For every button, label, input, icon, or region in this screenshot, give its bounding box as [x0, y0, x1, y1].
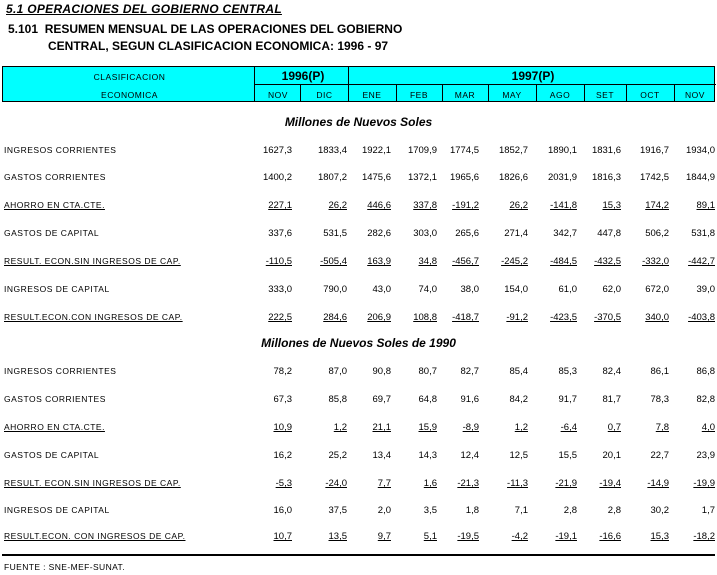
row-value: 82,7: [460, 366, 479, 377]
row-value: 80,7: [418, 366, 437, 377]
row-value: 89,1: [696, 200, 715, 211]
row-value: 85,8: [328, 394, 347, 405]
row-value: 86,1: [650, 366, 669, 377]
row-label: GASTOS CORRIENTES: [4, 172, 106, 182]
row-value: -432,5: [594, 256, 621, 267]
row-value: 1965,6: [449, 172, 479, 183]
header-month: FEB: [409, 90, 429, 100]
row-value: -91,2: [506, 312, 528, 323]
row-value: 340,0: [645, 312, 669, 323]
row-value: 74,0: [418, 284, 437, 295]
row-value: 23,9: [696, 450, 715, 461]
row-value: 22,7: [650, 450, 669, 461]
table-row: [0, 145, 717, 159]
row-value: 265,6: [455, 228, 479, 239]
row-label: INGRESOS DE CAPITAL: [4, 284, 110, 294]
row-label: RESULT. ECON.SIN INGRESOS DE CAP.: [4, 478, 181, 488]
row-value: 15,3: [650, 531, 669, 542]
header-month: NOV: [685, 90, 705, 100]
table-row: [0, 450, 717, 464]
row-value: 61,0: [558, 284, 577, 295]
row-value: 1833,4: [317, 145, 347, 156]
row-value: 38,0: [460, 284, 479, 295]
row-value: 62,0: [602, 284, 621, 295]
header-column-rule: [254, 67, 255, 101]
row-value: 1922,1: [361, 145, 391, 156]
table-row: [0, 366, 717, 380]
row-label: RESULT.ECON. CON INGRESOS DE CAP.: [4, 531, 186, 541]
row-value: -24,0: [325, 478, 347, 489]
row-value: 1400,2: [262, 172, 292, 183]
row-value: 15,3: [602, 200, 621, 211]
row-value: -245,2: [501, 256, 528, 267]
row-value: 506,2: [645, 228, 669, 239]
row-value: -19,9: [693, 478, 715, 489]
row-label: INGRESOS CORRIENTES: [4, 366, 117, 376]
row-value: 1916,7: [639, 145, 669, 156]
table-row: [0, 284, 717, 298]
row-value: 1826,6: [498, 172, 528, 183]
header-year-1997: 1997(P): [511, 69, 555, 83]
row-value: 1,7: [701, 505, 715, 516]
header-year-1996: 1996(P): [281, 69, 325, 83]
row-value: 86,8: [696, 366, 715, 377]
row-value: 222,5: [268, 312, 292, 323]
row-value: 82,4: [602, 366, 621, 377]
table-row: [0, 256, 717, 270]
row-value: 1807,2: [317, 172, 347, 183]
row-value: 2,0: [377, 505, 391, 516]
row-value: 7,8: [655, 422, 669, 433]
row-value: -484,5: [550, 256, 577, 267]
row-value: 16,2: [273, 450, 292, 461]
row-value: 1934,0: [685, 145, 715, 156]
row-value: 5,1: [423, 531, 437, 542]
row-value: 271,4: [504, 228, 528, 239]
row-value: 7,7: [377, 478, 391, 489]
row-value: -418,7: [452, 312, 479, 323]
header-month: AGO: [549, 90, 571, 100]
row-value: 1844,9: [685, 172, 715, 183]
table-row: [0, 228, 717, 242]
row-value: -21,3: [457, 478, 479, 489]
row-value: 30,2: [650, 505, 669, 516]
header-month: NOV: [268, 90, 288, 100]
row-value: 1890,1: [547, 145, 577, 156]
row-value: 0,7: [607, 422, 621, 433]
table-header: [2, 66, 715, 102]
row-value: 1372,1: [407, 172, 437, 183]
row-value: 1831,6: [591, 145, 621, 156]
row-value: 174,2: [645, 200, 669, 211]
row-value: 446,6: [367, 200, 391, 211]
row-value: 20,1: [602, 450, 621, 461]
row-value: 1774,5: [449, 145, 479, 156]
row-value: 284,6: [323, 312, 347, 323]
subtitle-line-1: 5.101 RESUMEN MENSUAL DE LAS OPERACIONES DEL GOBIERNO: [8, 22, 403, 36]
header-month: SET: [595, 90, 615, 100]
subtitle-line-2: CENTRAL, SEGUN CLASIFICACION ECONOMICA: 1996 - 97: [48, 39, 389, 53]
row-value: -505,4: [320, 256, 347, 267]
row-value: 342,7: [553, 228, 577, 239]
row-value: 337,6: [268, 228, 292, 239]
row-value: 333,0: [268, 284, 292, 295]
row-value: 227,1: [268, 200, 292, 211]
row-value: -5,3: [275, 478, 292, 489]
row-value: 15,5: [558, 450, 577, 461]
header-column-rule: [674, 84, 675, 101]
row-value: 531,8: [691, 228, 715, 239]
row-value: 1475,6: [361, 172, 391, 183]
row-value: 7,1: [514, 505, 528, 516]
row-value: -16,6: [599, 531, 621, 542]
row-value: 1816,3: [591, 172, 621, 183]
row-value: -456,7: [452, 256, 479, 267]
row-value: 26,2: [509, 200, 528, 211]
row-value: -141,8: [550, 200, 577, 211]
row-value: 10,9: [273, 422, 292, 433]
table-row: [0, 200, 717, 214]
row-value: 82,8: [696, 394, 715, 405]
row-value: 12,5: [509, 450, 528, 461]
row-value: -423,5: [550, 312, 577, 323]
row-value: 1709,9: [407, 145, 437, 156]
bottom-rule: [2, 554, 715, 556]
row-value: -370,5: [594, 312, 621, 323]
row-value: -332,0: [642, 256, 669, 267]
row-value: 16,0: [273, 505, 292, 516]
page-title: 5.1 OPERACIONES DEL GOBIERNO CENTRAL: [6, 2, 282, 16]
row-value: 1852,7: [498, 145, 528, 156]
row-value: 303,0: [413, 228, 437, 239]
row-label: GASTOS DE CAPITAL: [4, 450, 100, 460]
row-label: INGRESOS DE CAPITAL: [4, 505, 110, 515]
row-label: INGRESOS CORRIENTES: [4, 145, 117, 155]
row-value: -403,8: [688, 312, 715, 323]
header-month: OCT: [640, 90, 660, 100]
header-column-rule: [584, 84, 585, 101]
row-value: 1,2: [514, 422, 528, 433]
row-value: -11,3: [507, 478, 528, 489]
row-value: 4,0: [701, 422, 715, 433]
header-column-rule: [396, 84, 397, 101]
section-title: Millones de Nuevos Soles de 1990: [261, 336, 456, 350]
header-column-rule: [626, 84, 627, 101]
row-value: 67,3: [273, 394, 292, 405]
row-value: 2,8: [607, 505, 621, 516]
row-value: 9,7: [377, 531, 391, 542]
header-divider: [254, 84, 716, 85]
row-value: 78,3: [650, 394, 669, 405]
row-value: 90,8: [372, 366, 391, 377]
row-value: 84,2: [509, 394, 528, 405]
header-column-rule: [488, 84, 489, 101]
row-value: 64,8: [418, 394, 437, 405]
header-month: ENE: [362, 90, 382, 100]
row-value: 43,0: [372, 284, 391, 295]
row-value: 1,6: [423, 478, 437, 489]
row-value: 21,1: [372, 422, 391, 433]
row-value: 2031,9: [547, 172, 577, 183]
header-economica: ECONOMICA: [101, 90, 158, 100]
header-classification: CLASIFICACION: [93, 72, 166, 82]
section-title: Millones de Nuevos Soles: [284, 115, 433, 129]
row-value: 337,8: [413, 200, 437, 211]
row-value: 91,6: [460, 394, 479, 405]
row-value: 13,4: [372, 450, 391, 461]
row-value: 14,3: [418, 450, 437, 461]
row-value: 78,2: [273, 366, 292, 377]
row-value: 1742,5: [639, 172, 669, 183]
row-value: 1627,3: [262, 145, 292, 156]
table-row: [0, 422, 717, 436]
row-label: RESULT. ECON.SIN INGRESOS DE CAP.: [4, 256, 181, 266]
row-value: 3,5: [423, 505, 437, 516]
row-value: -191,2: [452, 200, 479, 211]
row-value: -21,9: [555, 478, 577, 489]
table-row: [0, 394, 717, 408]
row-value: 531,5: [323, 228, 347, 239]
row-value: 790,0: [323, 284, 347, 295]
row-label: GASTOS CORRIENTES: [4, 394, 106, 404]
row-value: 12,4: [460, 450, 479, 461]
row-value: -14,9: [647, 478, 669, 489]
row-value: 2,8: [563, 505, 577, 516]
header-column-rule: [442, 84, 443, 101]
row-value: -18,2: [693, 531, 715, 542]
row-value: 10,7: [273, 531, 292, 542]
header-column-rule: [300, 84, 301, 101]
row-value: 37,5: [328, 505, 347, 516]
row-value: -8,9: [462, 422, 479, 433]
header-column-rule: [536, 84, 537, 101]
row-label: AHORRO EN CTA.CTE.: [4, 200, 105, 210]
table-row: [0, 531, 717, 545]
row-value: 85,4: [509, 366, 528, 377]
header-column-rule: [348, 67, 349, 101]
row-value: 81,7: [602, 394, 621, 405]
row-value: 87,0: [328, 366, 347, 377]
row-value: -6,4: [560, 422, 577, 433]
header-month: MAR: [454, 90, 476, 100]
table-row: [0, 505, 717, 519]
row-value: 13,5: [328, 531, 347, 542]
row-label: AHORRO EN CTA.CTE.: [4, 422, 105, 432]
row-value: 163,9: [367, 256, 391, 267]
row-value: 91,7: [558, 394, 577, 405]
row-value: 1,8: [465, 505, 479, 516]
table-row: [0, 172, 717, 186]
row-label: RESULT.ECON.CON INGRESOS DE CAP.: [4, 312, 183, 322]
row-value: -19,1: [555, 531, 577, 542]
row-label: GASTOS DE CAPITAL: [4, 228, 100, 238]
row-value: 1,2: [333, 422, 347, 433]
row-value: 672,0: [645, 284, 669, 295]
row-value: -4,2: [511, 531, 528, 542]
row-value: 206,9: [367, 312, 391, 323]
row-value: 34,8: [418, 256, 437, 267]
row-value: 26,2: [328, 200, 347, 211]
row-value: 85,3: [558, 366, 577, 377]
row-value: 39,0: [696, 284, 715, 295]
row-value: 447,8: [597, 228, 621, 239]
source-footnote: FUENTE : SNE-MEF-SUNAT.: [4, 562, 125, 572]
row-value: -19,5: [457, 531, 479, 542]
row-value: 69,7: [372, 394, 391, 405]
row-value: 108,8: [413, 312, 437, 323]
table-row: [0, 312, 717, 326]
row-value: 25,2: [328, 450, 347, 461]
row-value: -110,5: [265, 256, 292, 267]
table-row: [0, 478, 717, 492]
row-value: -19,4: [599, 478, 621, 489]
row-value: 154,0: [504, 284, 528, 295]
header-month: DIC: [316, 90, 333, 100]
row-value: -442,7: [688, 256, 715, 267]
table-subtitle: [8, 21, 402, 55]
row-value: 15,9: [418, 422, 437, 433]
row-value: 282,6: [367, 228, 391, 239]
header-month: MAY: [502, 90, 522, 100]
